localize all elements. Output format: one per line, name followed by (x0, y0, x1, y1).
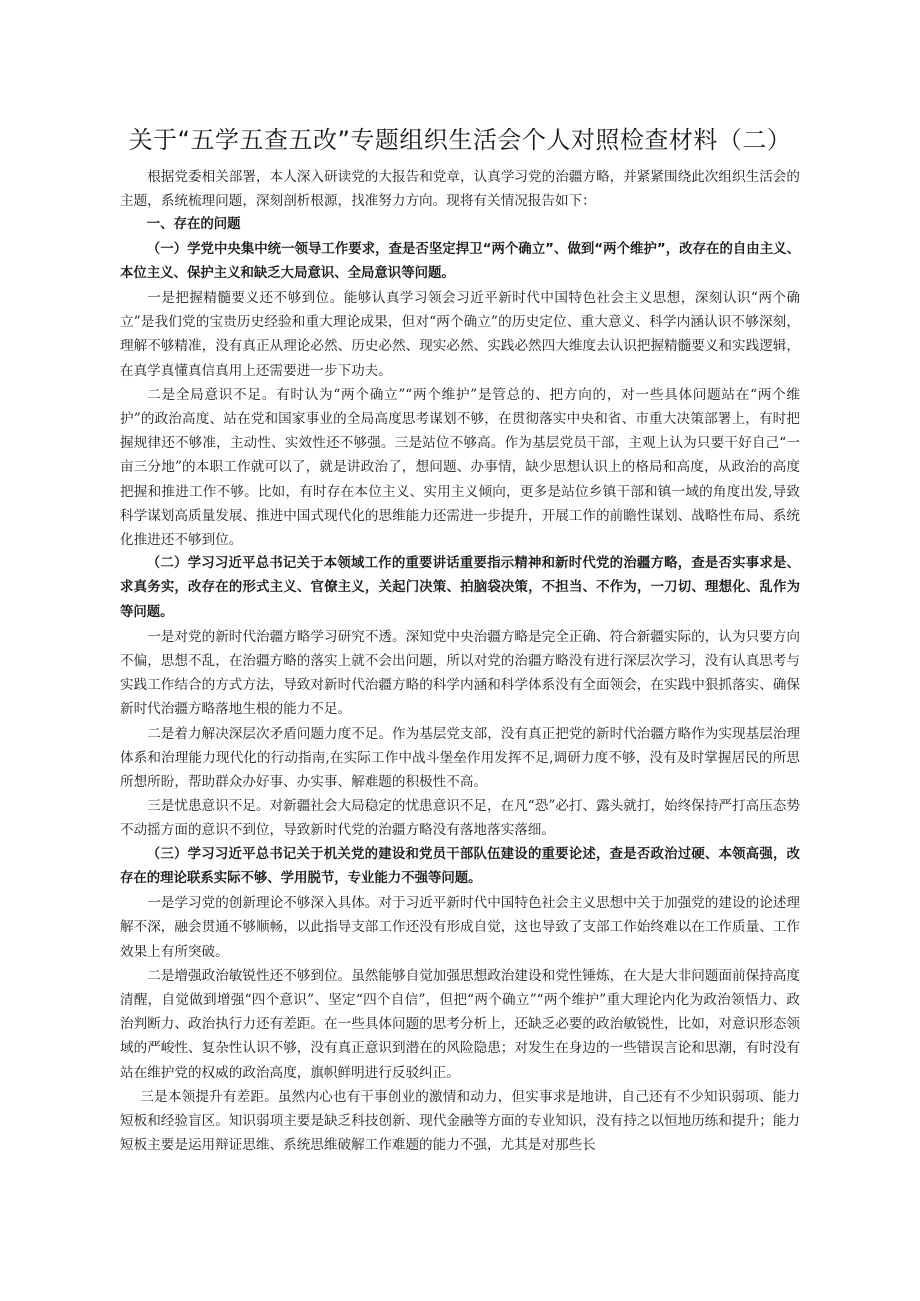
paragraph: 二是着力解决深层次矛盾问题力度不足。作为基层党支部，没有真正把党的新时代治疆方略作为实现基层治理体系和治理能力现代化的行动指南,在实际工作中战斗堡垒作用发挥不足,调研力度不够，没有及时掌握居民的所思所想所盼，帮助群众办好事、办实事、解难题的积极性不高。 (120, 725, 800, 791)
paragraph: 一是学习党的创新理论不够深入具体。对于习近平新时代中国特色社会主义思想中关于加强党的建设的论述理解不深，融会贯通不够顺畅，以此指导支部工作还没有形成自觉，这也导致了支部工作始终难以在工作质量、工作效果上有所突破。 (120, 895, 800, 960)
paragraph: 二是增强政治敏锐性还不够到位。虽然能够自觉加强思想政治建设和党性锤炼，在大是大非问题面前保持高度清醒，自觉做到增强“四个意识”、坚定“四个自信”，但把“两个确立”“两个维护”重大理论内化为政治领悟力、政治判断力、政治执行力还有差距。在一些具体问题的思考分析上，还缺乏必要的政治敏锐性，比如，对意识形态领域的严峻性、复杂性认识不够，没有真正意识到潜在的风险隐患；对发生在身边的一些错误言论和思潮，有时没有站在维护党的权威的政治高度，旗帜鲜明进行反驳纠正。 (120, 967, 800, 1081)
section-heading: 一、存在的问题 (146, 217, 241, 233)
paragraph: 二是全局意识不足。有时认为“两个确立”“两个维护”是管总的、把方向的，对一些具体问题站在“两个维护”的政治高度、站在党和国家事业的全局高度思考谋划不够，在贯彻落实中央和省、市重大决策部署上，有时把握规律还不够准，主动性、实效性还不够强。三是站位不够高。作为基层党员干部，主观上认为只要干好自己“一亩三分地”的本职工作就可以了，就是讲政治了，想问题、办事情，缺少思想认识上的格局和高度，从政治的高度把握和推进工作不够。比如，有时存在本位主义、实用主义倾向，更多是站位乡镇干部和镇一域的角度出发,导致科学谋划高质量发展、推进中国式现代化的思维能力还需进一步提升，开展工作的前瞻性谋划、战略性布局、系统化推进还不够到位。 (120, 386, 800, 549)
paragraph: 三是本领提升有差距。虽然内心也有干事创业的激情和动力，但实事求是地讲，自己还有不少知识弱项、能力短板和经验盲区。知识弱项主要是缺乏科技创新、现代金融等方面的专业知识，没有持之以恒地历练和提升；能力短板主要是运用辩证思维、系统思维破解工作难题的能力不强，尤其是对那些长 (120, 1088, 800, 1154)
subsection-heading-1: （一）学党中央集中统一领导工作要求，查是否坚定捍卫“两个确立”、做到“两个维护”，改存在的自由主义、本位主义、保护主义和缺乏大局意识、全局意识等问题。 (120, 241, 800, 281)
paragraph: 一是对党的新时代治疆方略学习研究不透。深知党中央治疆方略是完全正确、符合新疆实际的，认为只要方向不偏，思想不乱，在治疆方略的落实上就不会出问题，所以对党的治疆方略没有进行深层次学习，没有认真思考与实践工作结合的方式方法，导致对新时代治疆方略的科学内涵和科学体系没有全面领会，在实践中狠抓落实、确保新时代治疆方略落地生根的能力不足。 (120, 628, 800, 718)
intro-paragraph: 根据党委相关部署，本人深入研读党的大报告和党章，认真学习党的治疆方略，并紧紧围绕此次组织生活会的主题，系统梳理问题，深刻剖析根源，找准努力方向。现将有关情况报告如下： (120, 169, 800, 210)
paragraph: 一是把握精髓要义还不够到位。能够认真学习领会习近平新时代中国特色社会主义思想，深刻认识“两个确立”是我们党的宝贵历史经验和重大理论成果，但对“两个确立”的历史定位、重大意义、科学内涵认识不够深刻，理解不够精准，没有真正从理论必然、历史必然、现实必然、实践必然四大维度去认识把握精髓要义和实践逻辑，在真学真懂真信真用上还需要进一步下功夫。 (120, 290, 800, 379)
document-title: 关于“五学五查五改”专题组织生活会个人对照检查材料（二） (128, 126, 792, 154)
paragraph: 三是忧患意识不足。对新疆社会大局稳定的忧患意识不足，在凡“恐”必打、露头就打，始终保持严打高压态势不动摇方面的意识不到位，导致新时代党的治疆方略没有落地落实落细。 (120, 798, 800, 839)
subsection-heading-3: （三）学习习近平总书记关于机关党的建设和党员干部队伍建设的重要论述，查是否政治过硬、本领高强，改存在的理论联系实际不够、学用脱节，专业能力不强等问题。 (120, 846, 800, 886)
subsection-heading-2: （二）学习习近平总书记关于本领域工作的重要讲话重要指示精神和新时代党的治疆方略，查是否实事求是、求真务实，改存在的形式主义、官僚主义，关起门决策、拍脑袋决策，不担当、不作为，一刀切、理想化、乱作为等问题。 (120, 556, 800, 620)
document-body (120, 165, 800, 1157)
